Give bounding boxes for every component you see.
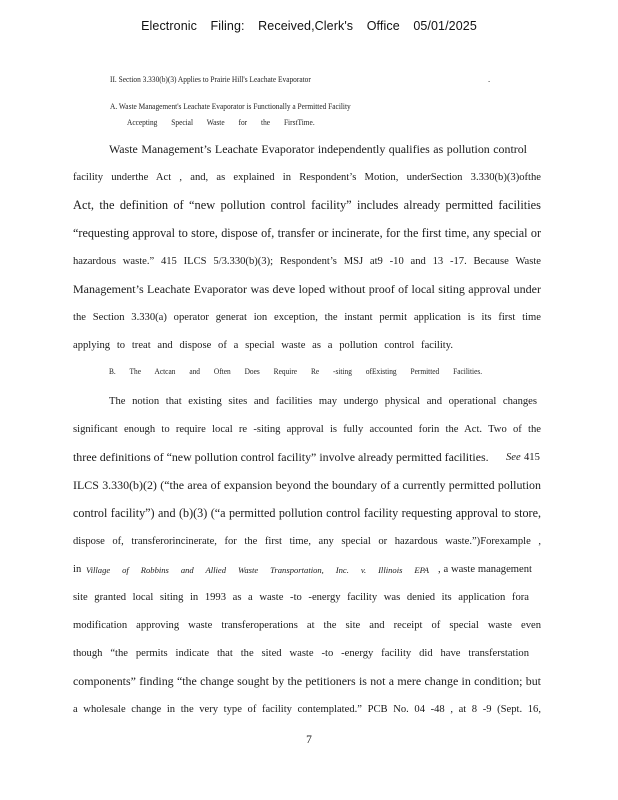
body-line-9: The notion that existing sites and facilities may undergo physical and operational changes — [109, 396, 537, 407]
section-ii-heading-dot: . — [488, 74, 491, 84]
body-line-13: control facility”) and (b)(3) (“a permitted pollution control facility requesting approval to store, — [73, 506, 541, 520]
body-line-19: components” finding “the change sought by the petitioners is not a mere change in condition; but — [73, 674, 541, 688]
body-line-11 — [73, 450, 493, 465]
body-line-4: “requesting approval to store, dispose of, transfer or incinerate, for the first time, any special or — [73, 226, 541, 240]
subsection-a-heading-line2: Accepting Special Waste for the FirstTime. — [127, 117, 315, 127]
body-line-1: Waste Management’s Leachate Evaporator independently qualifies as pollution control — [109, 142, 527, 156]
section-ii-heading — [110, 74, 311, 84]
body-line-6: Management’s Leachate Evaporator was deve loped without proof of local siting approval under — [73, 282, 541, 296]
body-line-11-text: three definitions of “new pollution control facility” involve already permitted facilities. — [73, 450, 489, 464]
see-signal: See — [506, 452, 521, 463]
body-line-7: the Section 3.330(a) operator generat ion exception, the instant permit application is its first time — [73, 312, 541, 323]
body-line-18: though “the permits indicate that the sited waste -to -energy facility did have transferstation — [73, 648, 529, 659]
subsection-a-heading-line1: A. Waste Management's Leachate Evaporator is Functionally a Permitted Facility — [110, 101, 351, 111]
body-line-17: modification approving waste transferoperations at the site and receipt of special waste even — [73, 620, 541, 631]
page-number: 7 — [306, 734, 312, 746]
statute-number-415: 415 — [524, 452, 540, 463]
filing-stamp-header: Electronic Filing: Received,Clerk's Office 05/01/2025 — [141, 19, 477, 33]
body-line-5: hazardous waste.” 415 ILCS 5/3.330(b)(3); Respondent’s MSJ at9 -10 and 13 -17. Because Waste — [73, 256, 541, 267]
body-line-15-tail: , a waste management — [438, 564, 532, 575]
body-line-3: Act, the definition of “new pollution control facility” includes already permitted facilities — [73, 198, 541, 212]
in-word: in — [73, 564, 82, 575]
body-line-12: ILCS 3.330(b)(2) (“the area of expansion beyond the boundary of a currently permitted pollution — [73, 478, 541, 492]
body-line-8: applying to treat and dispose of a special waste as a pollution control facility. — [73, 340, 453, 351]
subsection-b-heading: B. The Actcan and Often Does Require Re -siting ofExisting Permitted Facilities. — [109, 366, 483, 376]
body-line-16: site granted local siting in 1993 as a waste -to -energy facility was denied its application fora — [73, 592, 529, 603]
body-line-10: significant enough to require local re -siting approval is fully accounted forin the Act. Two of the — [73, 424, 541, 435]
body-line-20: a wholesale change in the very type of facility contemplated.” PCB No. 04 -48 , at 8 -9 (Sept. 16, — [73, 704, 541, 715]
case-name-italic: Village of Robbins and Allied Waste Transportation, Inc. v. Illinois EPA — [86, 565, 429, 575]
section-ii-heading-text: II. Section 3.330(b)(3) Applies to Prairie Hill's Leachate Evaporator — [110, 74, 311, 84]
body-line-2: facility underthe Act , and, as explained in Respondent’s Motion, underSection 3.330(b)(3)ofthe — [73, 172, 541, 183]
body-line-14: dispose of, transferorincinerate, for the first time, any special or hazardous waste.”)Forexample , — [73, 536, 541, 547]
